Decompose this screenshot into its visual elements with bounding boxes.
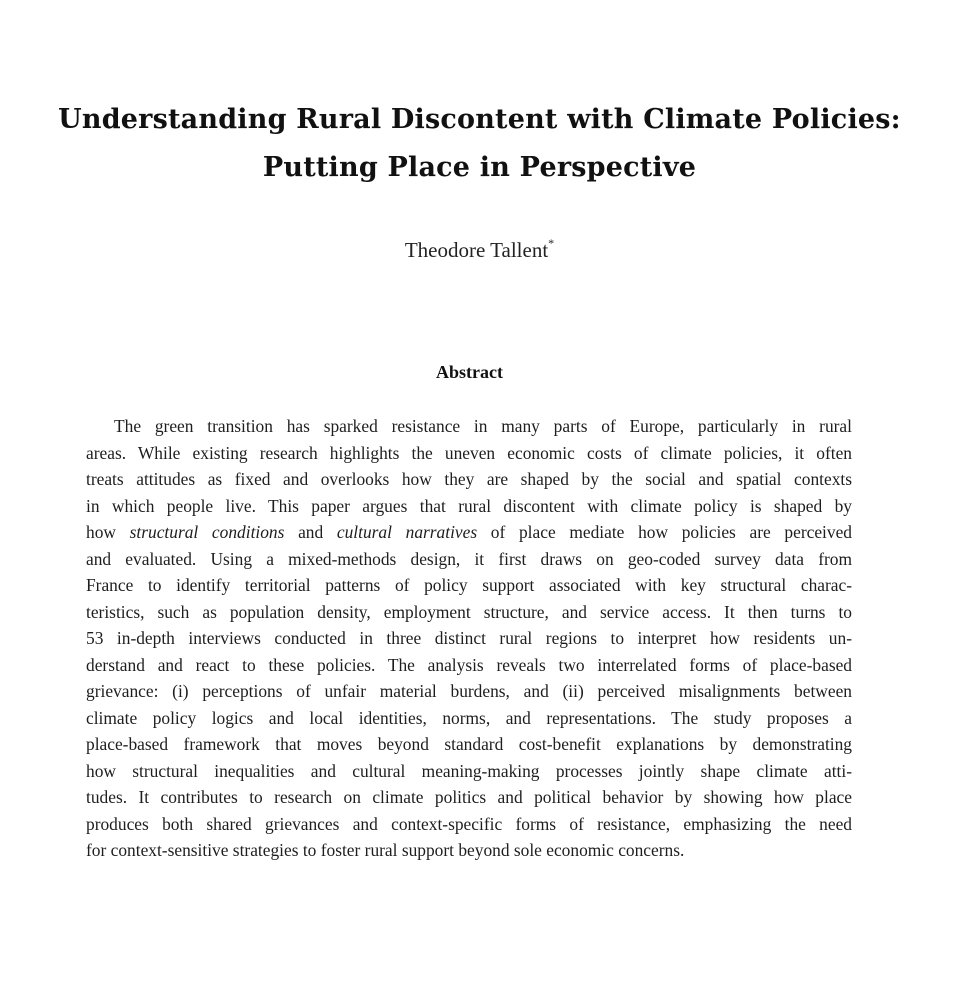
abstract-text: of place mediate how policies are perceived (477, 522, 852, 542)
abstract-line: and evaluated. Using a mixed-methods design, it first draws on geo-coded survey data from (86, 548, 852, 569)
abstract-line: derstand and react to these policies. The analysis reveals two interrelated forms of place-based (86, 654, 852, 675)
abstract-line: tudes. It contributes to research on climate politics and political behavior by showing how place (86, 787, 852, 807)
abstract-text: and (284, 522, 337, 542)
emphasis-structural-conditions: structural conditions (129, 522, 285, 542)
title-line-2: Putting Place in Perspective (262, 152, 697, 183)
abstract-line: place-based framework that moves beyond standard cost-benefit explanations by demonstrating (86, 734, 852, 754)
abstract-line: treats attitudes as fixed and overlooks how they are shaped by the social and spatial contexts (86, 469, 852, 489)
abstract-line: grievance: (i) perceptions of unfair material burdens, and (ii) perceived misalignments between (86, 681, 852, 701)
abstract-line: in which people live. This paper argues that rural discontent with climate policy is shaped by (86, 495, 852, 516)
paper-title (0, 96, 959, 192)
abstract-line: The green transition has sparked resistance in many parts of Europe, particularly in rural (114, 416, 852, 436)
abstract-text: how (86, 522, 130, 542)
abstract-line: teristics, such as population density, employment structure, and service access. It then turns to (86, 601, 852, 622)
abstract-heading: Abstract (436, 362, 503, 382)
abstract-line: for context-sensitive strategies to foster rural support beyond sole economic concerns. (86, 840, 685, 860)
abstract-line: produces both shared grievances and context-specific forms of resistance, emphasizing the need (86, 813, 852, 834)
abstract-body (86, 413, 852, 864)
abstract-line: climate policy logics and local identities, norms, and representations. The study proposes a (86, 707, 852, 728)
abstract-line: France to identify territorial patterns of policy support associated with key structural charac- (86, 575, 852, 595)
abstract-line: 53 in-depth interviews conducted in three distinct rural regions to interpret how residents un- (86, 628, 852, 648)
emphasis-cultural-narratives: cultural narratives (336, 522, 478, 542)
author-footnote-mark[interactable]: * (548, 236, 555, 250)
abstract-line: how structural inequalities and cultural meaning-making processes jointly shape climate atti- (86, 760, 852, 781)
author-name: Theodore Tallent (404, 238, 549, 262)
author-line (0, 238, 959, 263)
title-line-1: Understanding Rural Discontent with Climate Policies: (58, 104, 901, 135)
abstract-line: areas. While existing research highlights the uneven economic costs of climate policies, it often (86, 442, 852, 463)
abstract-line-with-emphasis (86, 519, 852, 546)
